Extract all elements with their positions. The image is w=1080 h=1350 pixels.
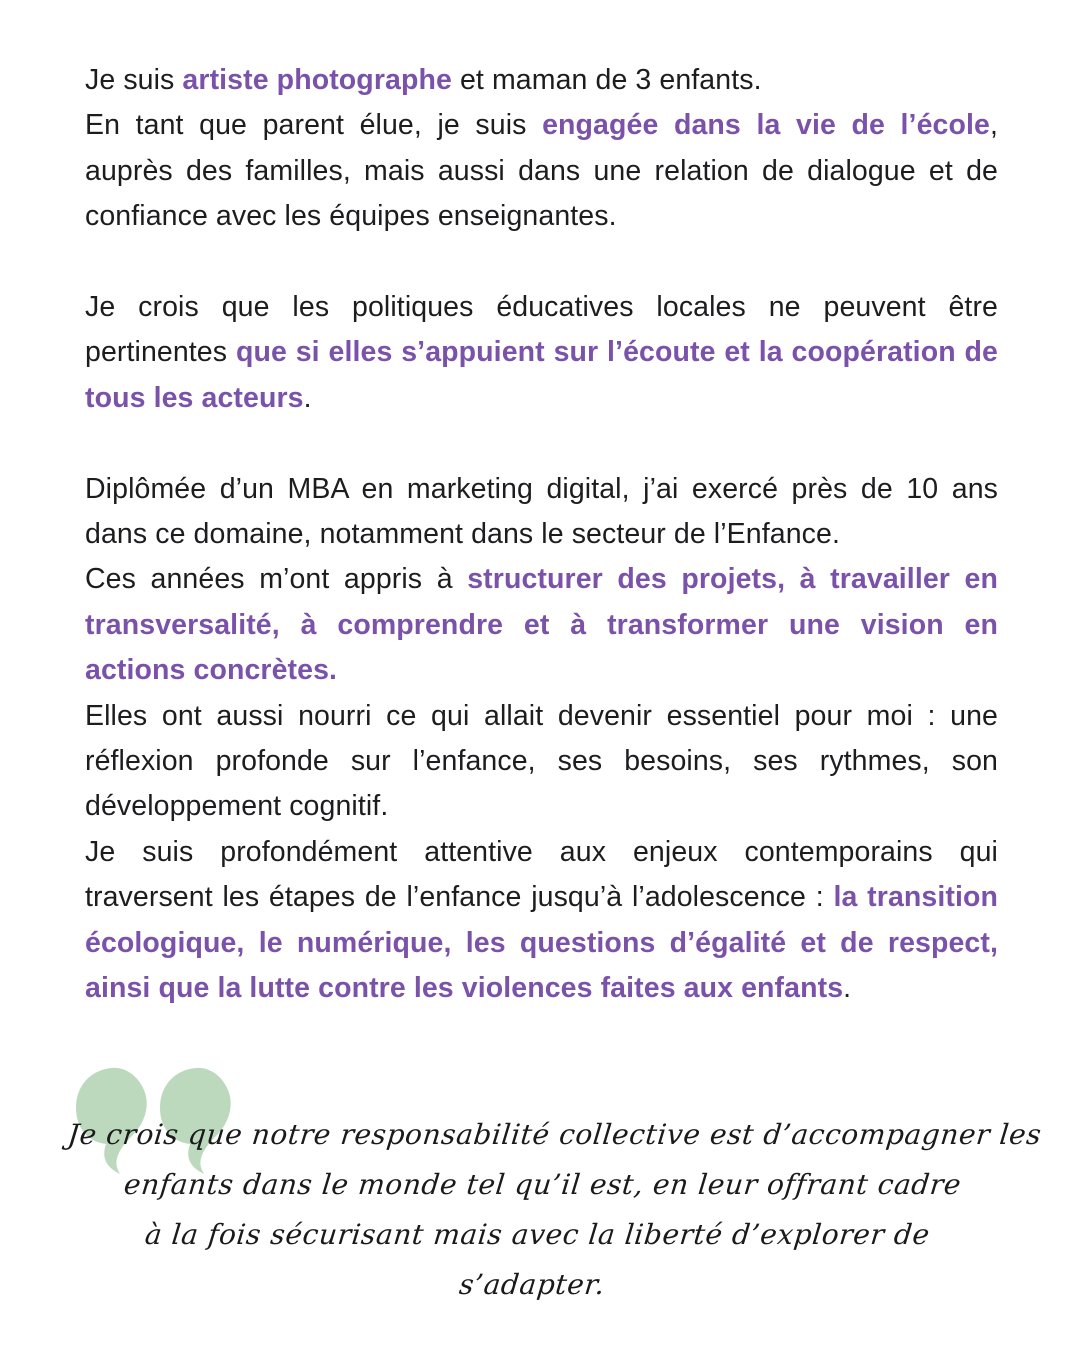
paragraph-4 — [85, 467, 998, 558]
paragraph-2 — [85, 103, 998, 239]
text: . — [303, 381, 312, 414]
text: Je crois que les politiques éducatives locales ne peuvent être pertinentes — [85, 291, 998, 369]
text: Je suis — [85, 64, 183, 96]
handwritten-quote — [49, 1110, 1044, 1310]
text: Diplômée d’un MBA en marketing digital, j’ai exercé près de 10 ans dans ce domaine, notamment dans le secteur de l’Enfance. — [85, 472, 998, 551]
paragraph-1 — [85, 58, 998, 103]
highlight: que si elles s’appuient sur l’écoute et la coopération de tous les acteurs — [85, 336, 998, 414]
text: , auprès des familles, mais aussi dans une relation de dialogue et de confiance avec les équipes enseignantes. — [85, 109, 998, 233]
body-text — [85, 58, 998, 1012]
text: Elles ont aussi nourri ce qui allait devenir essentiel pour moi : une réflexion profonde sur l’enfance, ses besoins, ses rythmes, son développement cognitif. — [85, 699, 998, 823]
paragraph-6 — [85, 694, 998, 830]
highlight: structurer des projets, à travailler en transversalité, à comprendre et à transformer une vision en actions concrètes. — [85, 563, 998, 687]
text: et maman de 3 enfants. — [451, 64, 762, 96]
text: Ces années m’ont appris à — [85, 563, 468, 596]
highlight: engagée dans la vie de l’école — [542, 109, 990, 142]
text: . — [843, 972, 852, 1005]
quote-line: Je crois que notre responsabilité collective est d’accompagner les — [66, 1118, 1044, 1151]
highlight: artiste photographe — [182, 64, 452, 96]
quote-line: s’adapter. — [457, 1268, 607, 1301]
paragraph-5 — [85, 557, 998, 693]
highlight: la transition écologique, le numérique, les questions d’égalité et de respect, ainsi que la lutte contre les violences faites aux enfants — [85, 881, 998, 1005]
quote-line: à la fois sécurisant mais avec la liberté d’explorer de — [143, 1218, 932, 1251]
text: Je suis profondément attentive aux enjeux contemporains qui traversent les étapes de l’enfance jusqu’à l’adolescence : — [85, 835, 998, 914]
quote-line: enfants dans le monde tel qu’il est, en leur offrant cadre — [122, 1168, 963, 1201]
text: En tant que parent élue, je suis — [85, 109, 543, 142]
paragraph-3 — [85, 285, 998, 421]
paragraph-7 — [85, 830, 998, 1012]
